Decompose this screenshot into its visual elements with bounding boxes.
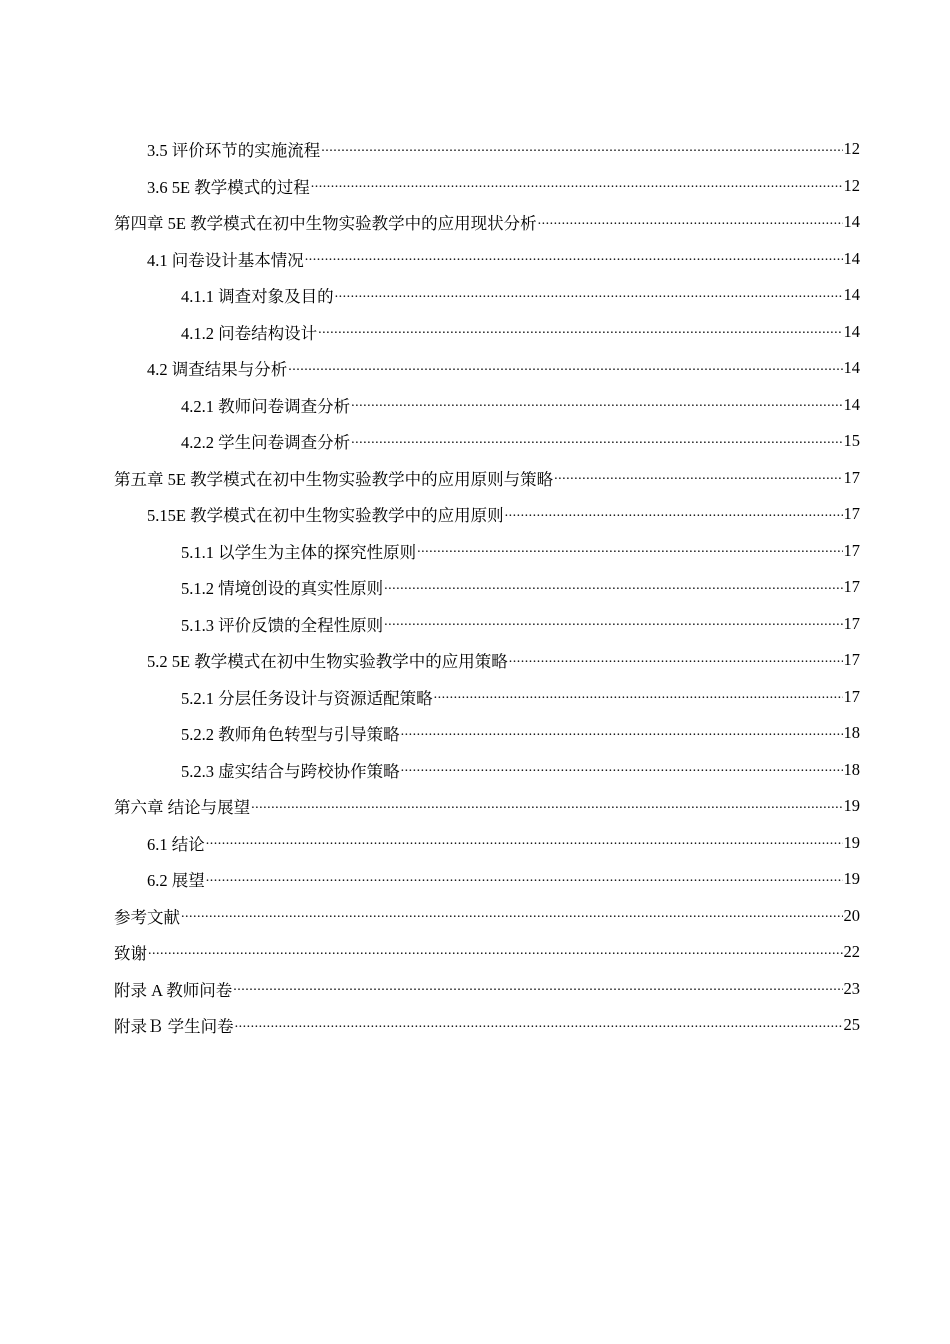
toc-entry-page: 15: [843, 431, 860, 451]
toc-entry-title: 3.6 5E 教学模式的过程: [147, 177, 310, 197]
dot-leader: [351, 397, 842, 414]
dot-leader: [288, 360, 842, 377]
dot-leader: [321, 141, 842, 158]
toc-entry-page: 23: [843, 978, 860, 998]
toc-entry-page: 18: [843, 759, 860, 779]
toc-entry-5-1-1[interactable]: [0, 533, 860, 570]
dot-leader: [538, 214, 843, 231]
toc-entry-page: 18: [843, 723, 860, 743]
dot-leader: [181, 908, 843, 925]
dot-leader: [401, 725, 843, 742]
toc-entry-page: 19: [843, 796, 860, 816]
toc-entry-page: 17: [843, 577, 860, 597]
toc-entry-page: 17: [843, 504, 860, 524]
dot-leader: [206, 871, 843, 888]
toc-entry-page: 17: [843, 540, 860, 560]
toc-entry-title: 5.15E 教学模式在初中生物实验教学中的应用原则: [147, 506, 504, 526]
toc-entry-page: 14: [843, 248, 860, 268]
toc-entry-chapter-6[interactable]: [0, 788, 860, 825]
toc-entry-page: 14: [843, 321, 860, 341]
dot-leader: [505, 506, 843, 523]
dot-leader: [251, 798, 842, 815]
toc-entry-page: 14: [843, 394, 860, 414]
toc-entry-5-2-3[interactable]: [0, 752, 860, 789]
toc-entry-acknowledgements[interactable]: [0, 934, 860, 971]
toc-entry-5-1-2[interactable]: [0, 569, 860, 606]
toc-entry-page: 17: [843, 613, 860, 633]
dot-leader: [384, 616, 842, 633]
toc-entry-page: 14: [843, 285, 860, 305]
toc-entry-page: 12: [843, 139, 860, 159]
dot-leader: [384, 579, 842, 596]
dot-leader: [318, 324, 842, 341]
toc-entry-4-1-1[interactable]: [0, 277, 860, 314]
dot-leader: [434, 689, 843, 706]
toc-entry-4-1-2[interactable]: [0, 314, 860, 351]
dot-leader: [335, 287, 843, 304]
toc-entry-page: 19: [843, 832, 860, 852]
dot-leader: [351, 433, 842, 450]
toc-entry-title: 4.1.2 问卷结构设计: [181, 323, 318, 343]
toc-entry-appendix-a[interactable]: [0, 971, 860, 1008]
toc-entry-title: 4.2 调查结果与分析: [147, 360, 288, 380]
toc-entry-references[interactable]: [0, 898, 860, 935]
toc-entry-page: 14: [843, 358, 860, 378]
dot-leader: [233, 981, 842, 998]
dot-leader: [206, 835, 843, 852]
toc-entry-4-1[interactable]: [0, 241, 860, 278]
toc-entry-page: 12: [843, 175, 860, 195]
dot-leader: [235, 1017, 843, 1034]
toc-entry-title: 5.2 5E 教学模式在初中生物实验教学中的应用策略: [147, 652, 508, 672]
toc-entry-title: 5.2.3 虚实结合与跨校协作策略: [181, 761, 400, 781]
toc-entry-title: 附录 A 教师问卷: [114, 980, 233, 1000]
toc-entry-title: 5.2.1 分层任务设计与资源适配策略: [181, 688, 433, 708]
toc-entry-6-2[interactable]: [0, 861, 860, 898]
toc-entry-title: 附录Ｂ 学生问卷: [114, 1017, 234, 1037]
toc-entry-title: 致谢: [114, 944, 147, 964]
toc-entry-page: 14: [843, 212, 860, 232]
toc-entry-title: 第六章 结论与展望: [114, 798, 251, 818]
toc-entry-page: 25: [843, 1015, 860, 1035]
toc-entry-title: 5.2.2 教师角色转型与引导策略: [181, 725, 400, 745]
toc-entry-title: 5.1.3 评价反馈的全程性原则: [181, 615, 384, 635]
toc-entry-4-2-2[interactable]: [0, 423, 860, 460]
toc-entry-5-2-2[interactable]: [0, 715, 860, 752]
dot-leader: [305, 251, 843, 268]
toc-entry-6-1[interactable]: [0, 825, 860, 862]
table-of-contents: [0, 131, 950, 1044]
toc-entry-title: 参考文献: [114, 907, 180, 927]
dot-leader: [509, 652, 843, 669]
toc-entry-title: 6.1 结论: [147, 834, 205, 854]
toc-entry-title: 5.1.1 以学生为主体的探究性原则: [181, 542, 417, 562]
toc-entry-appendix-b[interactable]: [0, 1007, 860, 1044]
toc-entry-chapter-4[interactable]: [0, 204, 860, 241]
toc-entry-title: 4.1 问卷设计基本情况: [147, 250, 304, 270]
toc-entry-3-6[interactable]: [0, 168, 860, 205]
toc-entry-5-1-3[interactable]: [0, 606, 860, 643]
dot-leader: [148, 944, 843, 961]
toc-entry-5-2[interactable]: [0, 642, 860, 679]
toc-entry-title: 4.2.2 学生问卷调查分析: [181, 433, 351, 453]
toc-entry-title: 6.2 展望: [147, 871, 205, 891]
toc-entry-3-5[interactable]: [0, 131, 860, 168]
toc-entry-title: 4.1.1 调查对象及目的: [181, 287, 334, 307]
toc-entry-page: 17: [843, 686, 860, 706]
dot-leader: [401, 762, 843, 779]
toc-entry-title: 第五章 5E 教学模式在初中生物实验教学中的应用原则与策略: [114, 469, 554, 489]
toc-entry-4-2[interactable]: [0, 350, 860, 387]
toc-entry-5-1[interactable]: [0, 496, 860, 533]
toc-entry-title: 4.2.1 教师问卷调查分析: [181, 396, 351, 416]
toc-entry-title: 3.5 评价环节的实施流程: [147, 141, 321, 161]
toc-entry-title: 5.1.2 情境创设的真实性原则: [181, 579, 384, 599]
toc-entry-page: 20: [843, 905, 860, 925]
dot-leader: [311, 178, 843, 195]
toc-entry-5-2-1[interactable]: [0, 679, 860, 716]
toc-entry-chapter-5[interactable]: [0, 460, 860, 497]
toc-entry-page: 17: [843, 650, 860, 670]
dot-leader: [417, 543, 842, 560]
toc-entry-page: 17: [843, 467, 860, 487]
toc-entry-page: 19: [843, 869, 860, 889]
toc-entry-page: 22: [843, 942, 860, 962]
dot-leader: [554, 470, 842, 487]
toc-entry-4-2-1[interactable]: [0, 387, 860, 424]
toc-entry-title: 第四章 5E 教学模式在初中生物实验教学中的应用现状分析: [114, 214, 537, 234]
